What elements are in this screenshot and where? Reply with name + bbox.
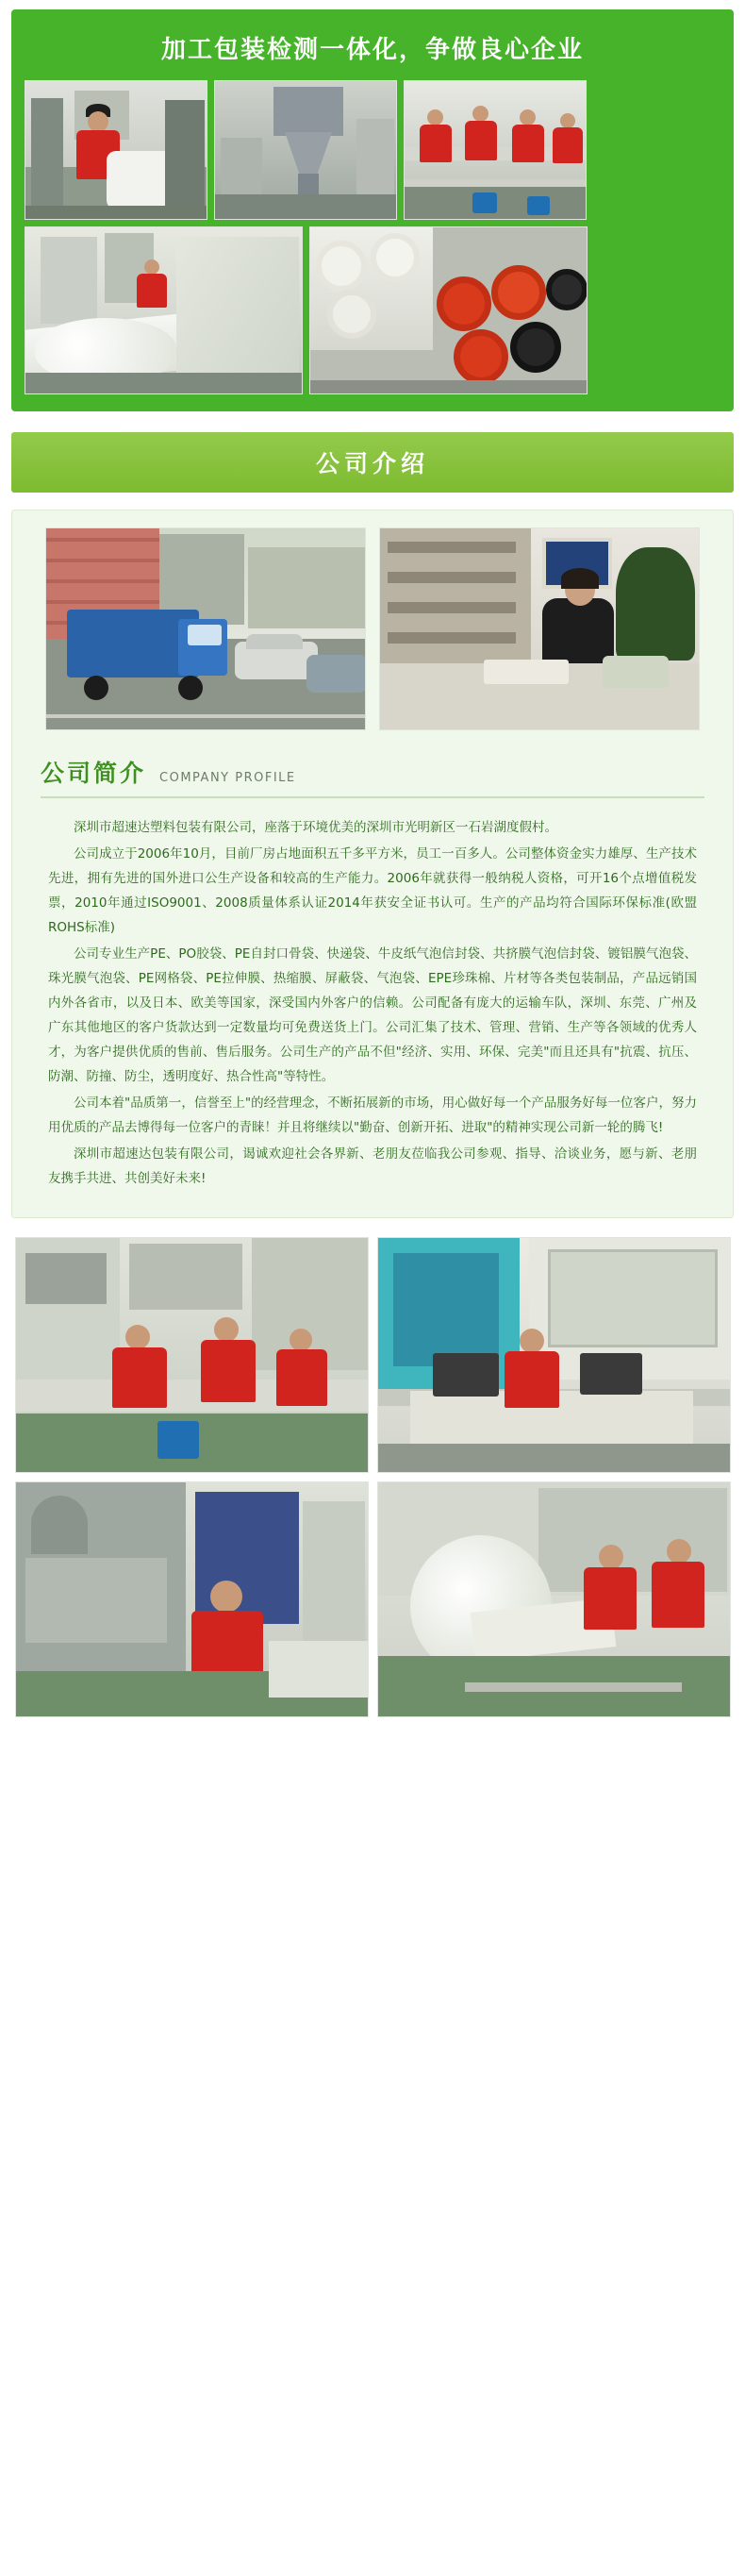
profile-heading xyxy=(41,755,718,789)
banner-photo-grid xyxy=(25,80,720,394)
profile-paragraph: 公司专业生产PE、PO胶袋、PE自封口骨袋、快递袋、牛皮纸气泡信封袋、共挤膜气泡信封袋、镀铝膜气泡袋、珠光膜气泡袋、PE网格袋、PE拉伸膜、热缩膜、屏蔽袋、气泡袋、EPE珍珠棉、片材等各类包装制品，产品远销国内外各省市，以及日本、欧美等国家，深受国内外客户的信赖。公司配备有庞大的运输车队，深圳、东莞、广州及广东其他地区的客户货款达到一定数量均可免费送货上门。公司汇集了技术、管理、营销、生产等各领域的优秀人才，为客户提供优质的售前、售后服务。公司生产的产品不但"经济、实用、环保、完美"而且还具有"抗震、抗压、防潮、防撞、防尘，透明度好、热合性高"等特性。 xyxy=(48,946,697,1084)
photo-office-workstation-staff xyxy=(377,1237,731,1473)
photo-packing-workshop-workers xyxy=(15,1237,369,1473)
profile-heading-en: COMPANY PROFILE xyxy=(159,771,296,785)
section-header-company-intro xyxy=(11,432,734,493)
section-header-label: 公司介绍 xyxy=(315,450,429,477)
profile-paragraph: 公司本着"品质第一，信誉至上"的经营理念，不断拓展新的市场，用心做好每一个产品服务好每一位客户，努力用优质的产品去博得每一位客户的青睐！并且将继续以"勤奋、创新开拓、进取"的精神实现公司新一轮的腾飞! xyxy=(48,1096,697,1135)
profile-paragraph: 公司成立于2006年10月，目前厂房占地面积五千多平方米，员工一百多人。公司整体资金实力雄厚、生产技术先进，拥有先进的国外进口公生产设备和较高的生产能力。2006年就获得一般纳税人资格，可开16个点增值税发票，2010年通过ISO9001、2008质量体系认证2014年获安全证书认可。生产的产品均符合国际环保标准(欧盟ROHS标准) xyxy=(48,846,697,935)
profile-photo-row xyxy=(27,527,718,730)
photo-bubble-film-roll-production xyxy=(25,226,303,394)
profile-paragraph: 深圳市超速达包装有限公司，谒诚欢迎社会各界新、老朋友莅临我公司参观、指导、洽谈业务，愿与新、老朋友携手共进、共创美好未来! xyxy=(48,1146,697,1186)
photo-mixing-hopper-machine xyxy=(214,80,397,220)
profile-paragraph: 深圳市超速达塑料包装有限公司，座落于环境优美的深圳市光明新区一石岩湖度假村。 xyxy=(74,820,557,835)
profile-body-text xyxy=(48,815,697,1191)
photo-delivery-truck-on-street xyxy=(45,527,366,730)
photo-colored-film-rolls-warehouse xyxy=(309,226,588,394)
bottom-photo-grid xyxy=(11,1237,734,1717)
banner-title: 加工包装检测一体化，争做良心企业 xyxy=(160,36,584,64)
photo-sewing-workshop-line xyxy=(404,80,587,220)
photo-worker-bagging-white-sack xyxy=(25,80,207,220)
top-banner xyxy=(11,9,734,411)
photo-extruder-machine-operator xyxy=(15,1481,369,1717)
photo-office-staff-at-desk xyxy=(379,527,700,730)
photo-bubble-wrap-roll-handling xyxy=(377,1481,731,1717)
profile-heading-cn: 公司简介 xyxy=(41,760,147,787)
company-profile-panel xyxy=(11,510,734,1218)
profile-heading-divider xyxy=(41,796,704,798)
